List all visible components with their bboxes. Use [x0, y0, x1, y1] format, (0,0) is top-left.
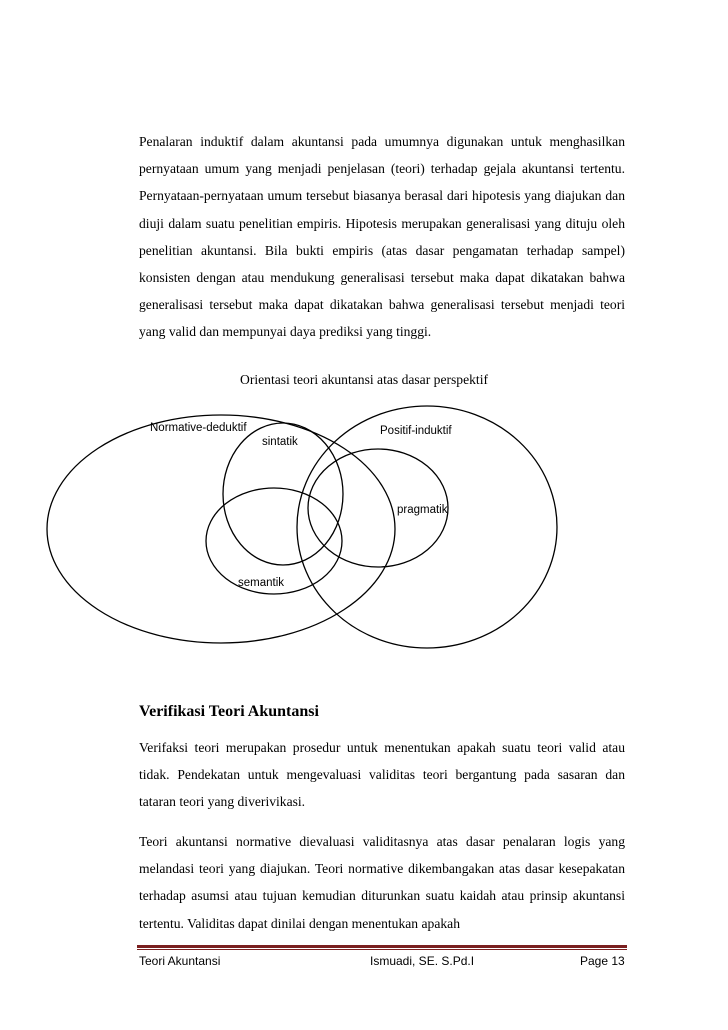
- footer-author: Ismuadi, SE. S.Pd.I: [370, 954, 475, 968]
- pragmatik-label: pragmatik: [397, 504, 448, 516]
- normative-deduktif-label: Normative-deduktif: [150, 422, 247, 434]
- footer-rule-thick: [137, 945, 627, 948]
- verifikasi-paragraph-2: Teori akuntansi normative dievaluasi validitasnya atas dasar penalaran logis yang melandasi teori yang diajukan. Teori normative dikembangakan atas dasar kesepakatan terhadap asumsi atau tujuan kemudian diturunkan suatu kaidah atau prinsip akuntansi tertentu. Validitas dapat dinilai dengan menentukan apakah: [139, 834, 625, 931]
- sintatik-label: sintatik: [262, 436, 298, 448]
- footer-title: Teori Akuntansi: [139, 954, 221, 968]
- semantik-label: semantik: [238, 577, 285, 589]
- normative-deduktif-circle: [47, 415, 395, 643]
- diagram-title: Orientasi teori akuntansi atas dasar perspektif: [240, 372, 488, 387]
- positif-induktif-label: Positif-induktif: [380, 425, 452, 437]
- footer-page-number: Page 13: [580, 954, 625, 968]
- verifikasi-paragraph-1: Verifaksi teori merupakan prosedur untuk menentukan apakah suatu teori valid atau tidak. Pendekatan untuk mengevaluasi validitas teori bergantung pada sasaran dan tataran teori yang diverivikasi.: [139, 740, 625, 810]
- intro-paragraph: Penalaran induktif dalam akuntansi pada umumnya digunakan untuk menghasilkan pernyataan umum yang menjadi penjelasan (teori) terhadap gejala akuntansi tertentu. Pernyataan-pernyataan umum tersebut biasanya berasal dari hipotesis yang diajukan dan diuji dalam suatu penelitian empiris. Hipotesis merupakan generalisasi yang dituju oleh penelitian akuntansi. Bila bukti empiris (atas dasar pengamatan terhadap sampel) konsisten dengan atau mendukung generalisasi tersebut maka dapat dikatakan bahwa generalisasi tersebut maka dapat dikatakan bahwa generalisasi tersebut menjadi teori yang valid dan mempunyai daya prediksi yang tinggi.: [139, 134, 625, 340]
- footer-rule-thin: [137, 949, 627, 950]
- section-heading: Verifikasi Teori Akuntansi: [139, 703, 319, 720]
